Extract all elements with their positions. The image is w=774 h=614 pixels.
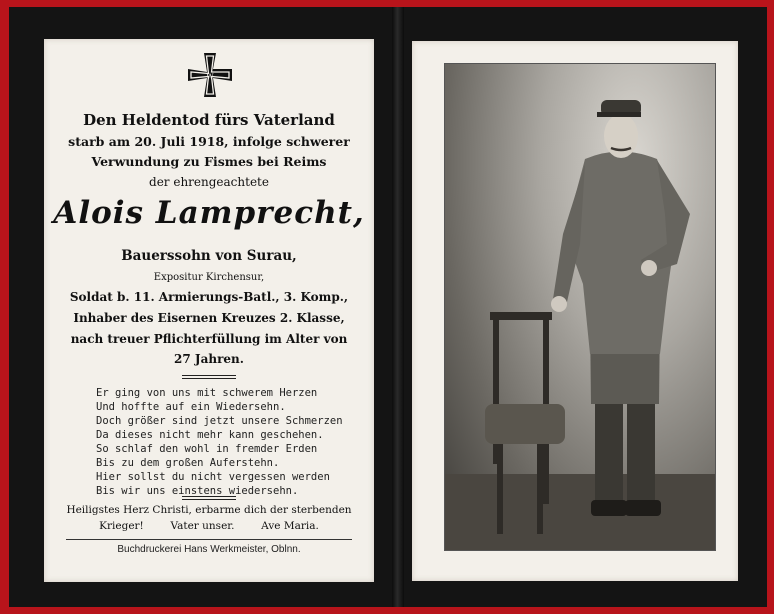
divider bbox=[182, 496, 236, 500]
prayer-line: Heiligstes Herz Christi, erbarme dich der sterbenden bbox=[66, 504, 352, 516]
divider bbox=[182, 375, 236, 379]
poem-line: Er ging von uns mit schwerem Herzen bbox=[96, 387, 318, 399]
honored-line: der ehrengeachtete bbox=[149, 175, 269, 189]
prayer-krieger: Krieger! bbox=[99, 520, 144, 532]
duty-line: nach treuer Pflichterfüllung im Alter von bbox=[70, 332, 348, 346]
svg-text:W: W bbox=[206, 73, 214, 81]
soldier-photo bbox=[444, 63, 716, 551]
soldier-figure bbox=[445, 64, 715, 550]
parish-line: Expositur Kirchensur, bbox=[153, 272, 265, 283]
award-line: Inhaber des Eisernen Kreuzes 2. Klasse, bbox=[73, 311, 345, 325]
printer-credit: Buchdruckerei Hans Werkmeister, Oblnn. bbox=[117, 544, 301, 555]
poem-line: So schlaf den wohl in fremder Erden bbox=[96, 443, 318, 455]
unit-line: Soldat b. 11. Armierungs-Batl., 3. Komp., bbox=[69, 290, 349, 304]
iron-cross-icon bbox=[186, 51, 234, 99]
footer-rule bbox=[66, 539, 352, 540]
memorial-card bbox=[9, 7, 767, 607]
poem-line: Bis wir uns einstens wiedersehn. bbox=[96, 485, 299, 497]
poem-line: Bis zu dem großen Auferstehn. bbox=[96, 457, 280, 469]
text-panel bbox=[44, 39, 374, 582]
wound-line: Verwundung zu Fismes bei Reims bbox=[91, 154, 327, 169]
poem-line: Hier sollst du nicht vergessen werden bbox=[96, 471, 330, 483]
card-fold bbox=[392, 7, 404, 607]
prayer-line-2 bbox=[44, 520, 374, 532]
origin-line: Bauerssohn von Surau, bbox=[121, 248, 297, 264]
deceased-name: Alois Lamprecht, bbox=[53, 195, 365, 231]
photo-panel bbox=[412, 41, 738, 581]
age-line: 27 Jahren. bbox=[174, 352, 244, 366]
heading-line: Den Heldentod fürs Vaterland bbox=[83, 111, 335, 129]
prayer-ave-maria: Ave Maria. bbox=[261, 520, 319, 532]
death-date-line: starb am 20. Juli 1918, infolge schwerer bbox=[68, 134, 350, 149]
prayer-vater-unser: Vater unser. bbox=[170, 520, 235, 532]
poem-line: Doch größer sind jetzt unsere Schmerzen bbox=[96, 415, 343, 427]
poem-line: Und hoffte auf ein Wiedersehn. bbox=[96, 401, 286, 413]
poem-line: Da dieses nicht mehr kann geschehen. bbox=[96, 429, 324, 441]
